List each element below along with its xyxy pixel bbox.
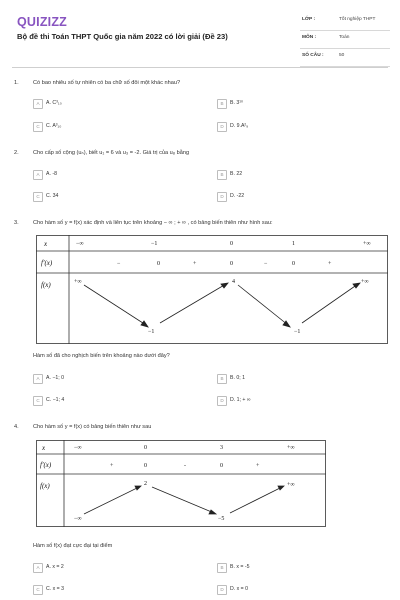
question-number: 3.	[14, 220, 19, 226]
option-letter-box: C	[33, 585, 43, 595]
option-letter-box: C	[33, 192, 43, 202]
option-text: D. 1; + ∞	[230, 397, 251, 403]
meta-row-count	[300, 49, 390, 67]
x-label: x	[42, 444, 46, 452]
x-value: 0	[144, 445, 147, 451]
question-subtext: Hàm số đã cho nghịch biến trên khoảng nào dưới đây?	[33, 353, 170, 359]
option-text: C. A³₁₀	[46, 123, 62, 129]
option-letter-box: D	[217, 122, 227, 132]
derivative-sign: −	[264, 261, 268, 267]
option-text: C. −1; 4	[46, 397, 65, 403]
x-value: +∞	[363, 241, 371, 247]
option-letter-box: C	[33, 122, 43, 132]
option-letter-box: B	[217, 563, 227, 573]
option-text: B. 0; 1	[230, 375, 245, 381]
derivative-sign: -	[184, 463, 186, 469]
option-letter-box: B	[217, 99, 227, 109]
variation-arrows	[84, 283, 360, 327]
x-value: 3	[220, 445, 223, 451]
meta-key: LỚP :	[302, 17, 316, 22]
derivative-sign: +	[256, 463, 260, 469]
meta-key: MÔN :	[302, 35, 317, 40]
option-letter-box: D	[217, 585, 227, 595]
option-text: A. −1; 0	[46, 375, 65, 381]
derivative-sign: +	[110, 463, 114, 469]
derivative-sign: 0	[220, 463, 223, 469]
f-value: −5	[218, 516, 225, 522]
f-value: 4	[232, 279, 235, 285]
option-text: D. x = 0	[230, 586, 249, 592]
f-value: −1	[294, 329, 301, 335]
option-text: B. 3¹⁰	[230, 100, 244, 106]
option-text: B. x = -5	[230, 564, 250, 570]
derivative-sign: −	[117, 261, 121, 267]
derivative-sign: +	[328, 261, 332, 267]
f-value: 2	[144, 481, 147, 487]
function-label: f(x)	[40, 482, 50, 490]
option-letter-box: A	[33, 563, 43, 573]
option-letter-box: B	[217, 374, 227, 384]
derivative-sign: 0	[230, 261, 233, 267]
question-number: 2.	[14, 150, 19, 156]
x-value: −∞	[76, 241, 84, 247]
meta-key: SỐ CÂU :	[302, 53, 324, 58]
option-text: C. x = 3	[46, 586, 65, 592]
derivative-sign: +	[193, 261, 197, 267]
option-text: A. -8	[46, 171, 57, 177]
option-text: C. 34	[46, 193, 59, 199]
question-text: Cho hàm số y = f(x) có bảng biến thiên như sau	[33, 424, 152, 430]
x-value: +∞	[287, 445, 295, 451]
x-value: −1	[151, 241, 158, 247]
option-text: A. C³₁₀	[46, 100, 62, 106]
x-value: 1	[292, 241, 295, 247]
document-title: Bộ đề thi Toán THPT Quốc gia năm 2022 có lời giải (Đề 23)	[17, 32, 228, 41]
derivative-label: f′(x)	[40, 461, 52, 469]
f-value: +∞	[361, 279, 369, 285]
option-text: D. 9.A²₉	[230, 123, 249, 129]
option-text: D. -22	[230, 193, 245, 199]
question-number: 1.	[14, 80, 19, 86]
variation-arrows	[84, 486, 284, 514]
meta-value: Tốt nghiệp THPT	[339, 17, 376, 22]
f-value: −∞	[74, 516, 82, 522]
option-letter-box: D	[217, 396, 227, 406]
option-text: B. 22	[230, 171, 243, 177]
question-text: Cho cấp số cộng (uₙ), biết u₁ = 6 và u₃ = -2. Giá trị của u₈ bằng	[33, 150, 190, 156]
meta-value: Toán	[339, 35, 350, 40]
meta-row-class	[300, 13, 390, 31]
question-subtext: Hàm số f(x) đạt cực đại tại điểm	[33, 543, 113, 549]
x-value: −∞	[74, 445, 82, 451]
question-text: Cho hàm số y = f(x) xác định và liên tục trên khoảng − ∞ ; + ∞ , có bảng biến thiên như hình sau:	[33, 220, 273, 226]
option-letter-box: B	[217, 170, 227, 180]
question-number: 4.	[14, 424, 19, 430]
meta-value: 50	[339, 53, 345, 58]
quizizz-logo: QUIZIZZ	[17, 15, 68, 29]
meta-row-subject	[300, 31, 390, 49]
f-value: +∞	[287, 482, 295, 488]
option-letter-box: A	[33, 99, 43, 109]
x-value: 0	[230, 241, 233, 247]
question-text: Có bao nhiêu số tự nhiên có ba chữ số đôi một khác nhau?	[33, 80, 181, 86]
derivative-sign: 0	[157, 261, 160, 267]
f-value: +∞	[74, 279, 82, 285]
option-text: A. x = 2	[46, 564, 64, 570]
derivative-sign: 0	[292, 261, 295, 267]
function-label: f(x)	[41, 281, 51, 289]
meta-info	[300, 13, 390, 67]
x-label: x	[44, 240, 48, 248]
option-letter-box: C	[33, 396, 43, 406]
derivative-label: f′(x)	[41, 259, 53, 267]
variation-table	[36, 440, 326, 527]
f-value: −1	[148, 329, 155, 335]
option-letter-box: A	[33, 170, 43, 180]
header-divider	[12, 67, 388, 68]
option-letter-box: D	[217, 192, 227, 202]
option-letter-box: A	[33, 374, 43, 384]
variation-table	[36, 235, 388, 344]
derivative-sign: 0	[144, 463, 147, 469]
